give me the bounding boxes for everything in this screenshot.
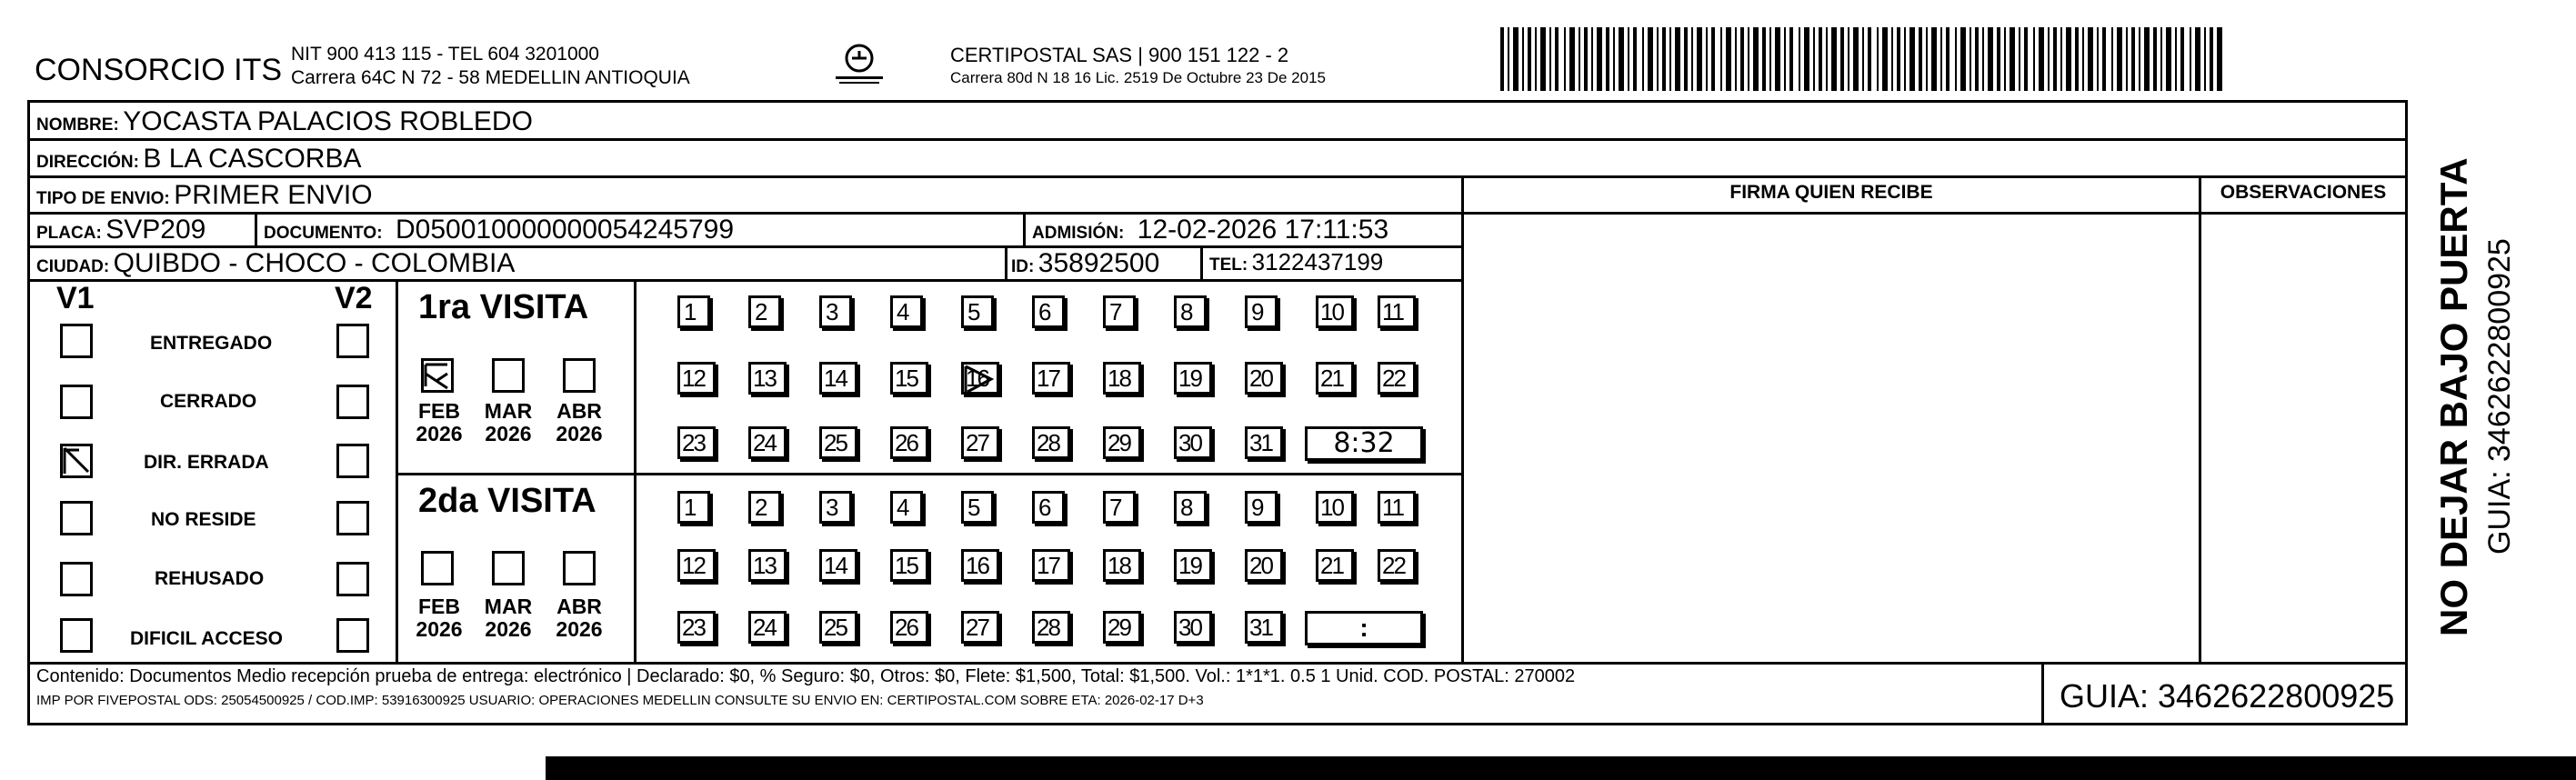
first-visit-day-23[interactable]: 23	[677, 426, 716, 459]
status-dir-errada: DIR. ERRADA	[144, 452, 269, 473]
month-name: MAR	[484, 595, 533, 618]
visit-divider	[396, 473, 1464, 475]
second-visit-day-9[interactable]: 9	[1245, 491, 1278, 524]
company-name: CONSORCIO ITS	[35, 53, 283, 87]
tipo-value: PRIMER ENVIO	[174, 180, 373, 210]
nombre-label: NOMBRE:	[36, 115, 119, 135]
first-visit-day-14[interactable]: 14	[819, 362, 857, 395]
scan-edge	[546, 756, 2576, 780]
v1-dir-errada-checkbox[interactable]	[60, 444, 93, 478]
observaciones-header: OBSERVACIONES	[2220, 182, 2387, 203]
status-cerrado: CERRADO	[160, 391, 257, 412]
time-box-first[interactable]: 8:32	[1305, 426, 1423, 461]
ciudad-value: QUIBDO - CHOCO - COLOMBIA	[113, 248, 516, 278]
id-label: ID:	[1011, 257, 1035, 276]
check-mark-icon	[63, 446, 90, 475]
second-visit-day-20[interactable]: 20	[1245, 549, 1283, 582]
first-visit-day-29[interactable]: 29	[1103, 426, 1141, 459]
footer-line1: Contenido: Documentos Medio recepción prueba de entrega: electrónico | Declarado: $0, % Seguro: $0, Otros: $0, Flete: $1,500, Total: $1,500. Vol.: 1*1*1. 0.5 1 Unid. COD. POSTAL: 270002	[36, 666, 1576, 686]
company-line2: Carrera 64C N 72 - 58 MEDELLIN ANTIOQUIA	[291, 67, 690, 88]
second-visit-day-26[interactable]: 26	[890, 611, 928, 644]
second-visit-day-25[interactable]: 25	[819, 611, 857, 644]
footer-divider	[2041, 662, 2044, 725]
second-visit-day-3[interactable]: 3	[819, 491, 852, 524]
obs-col-left	[2199, 175, 2201, 662]
second-visit-day-23[interactable]: 23	[677, 611, 716, 644]
month-year: 2026	[485, 617, 532, 641]
first-visit-day-30[interactable]: 30	[1174, 426, 1212, 459]
v2-dir-errada-checkbox[interactable]	[336, 444, 369, 478]
second-visit-day-7[interactable]: 7	[1103, 491, 1136, 524]
direccion-value: B LA CASCORBA	[143, 144, 362, 174]
documento-value: D050010000000054245799	[396, 215, 735, 245]
month-abr-checkbox-v1[interactable]	[563, 358, 596, 393]
second-visit-day-13[interactable]: 13	[748, 549, 787, 582]
first-visit-day-24[interactable]: 24	[748, 426, 787, 459]
carrier-line2: Carrera 80d N 18 16 Lic. 2519 De Octubre 23 De 2015	[950, 69, 1326, 86]
v1-cerrado-checkbox[interactable]	[60, 385, 93, 419]
certipostal-logo	[832, 40, 887, 91]
month-year: 2026	[485, 422, 532, 445]
placa-cell	[36, 215, 205, 245]
v2-entregado-checkbox[interactable]	[336, 324, 369, 358]
first-visit-day-12[interactable]: 12	[677, 362, 716, 395]
month-name: FEB	[418, 399, 460, 423]
firma-header: FIRMA QUIEN RECIBE	[1729, 182, 1933, 203]
first-visit-day-13[interactable]: 13	[748, 362, 787, 395]
ciudad-cell	[36, 248, 515, 279]
second-visit-day-15[interactable]: 15	[890, 549, 928, 582]
second-visit-day-22[interactable]: 22	[1378, 549, 1416, 582]
side-guia-area	[2482, 100, 2528, 555]
second-visit-day-29[interactable]: 29	[1103, 611, 1141, 644]
status-no-reside: NO RESIDE	[151, 509, 256, 530]
month-mar-checkbox-v2[interactable]	[492, 551, 525, 585]
second-visit-day-24[interactable]: 24	[748, 611, 787, 644]
first-visit-day-26[interactable]: 26	[890, 426, 928, 459]
cell-divider	[1200, 245, 1203, 279]
month-feb-v1	[414, 400, 465, 445]
time-box-second[interactable]: :	[1305, 611, 1423, 645]
second-visit-title: 2da VISITA	[418, 482, 596, 520]
barcode	[1500, 27, 2223, 91]
second-visit-day-8[interactable]: 8	[1174, 491, 1207, 524]
month-abr-checkbox-v2[interactable]	[563, 551, 596, 585]
second-visit-day-16[interactable]: 16	[961, 549, 999, 582]
first-visit-day-8[interactable]: 8	[1174, 295, 1207, 328]
month-feb-v2	[414, 595, 465, 641]
cell-divider	[1005, 245, 1007, 279]
month-name: ABR	[556, 595, 602, 618]
tel-label: TEL:	[1209, 255, 1248, 275]
first-visit-day-20[interactable]: 20	[1245, 362, 1283, 395]
row-divider	[27, 138, 2408, 141]
first-visit-day-1[interactable]: 1	[677, 295, 710, 328]
month-name: ABR	[556, 399, 602, 423]
v1-dificil-acceso-checkbox[interactable]	[60, 618, 93, 653]
first-visit-day-10[interactable]: 10	[1316, 295, 1354, 328]
first-visit-day-4[interactable]: 4	[890, 295, 923, 328]
first-visit-day-15[interactable]: 15	[890, 362, 928, 395]
id-value: 35892500	[1037, 248, 1160, 278]
admision-cell	[1032, 215, 1388, 245]
first-visit-day-9[interactable]: 9	[1245, 295, 1278, 328]
first-visit-day-19[interactable]: 19	[1174, 362, 1212, 395]
first-visit-day-2[interactable]: 2	[748, 295, 781, 328]
admision-value: 12-02-2026 17:11:53	[1137, 215, 1389, 245]
month-abr-v2	[554, 595, 605, 641]
side-warning: NO DEJAR BAJO PUERTA	[2432, 157, 2475, 636]
v2-rehusado-checkbox[interactable]	[336, 562, 369, 596]
month-mar-checkbox-v1[interactable]	[492, 358, 525, 393]
side-text-area	[2432, 100, 2487, 636]
v1-no-reside-checkbox[interactable]	[60, 501, 93, 535]
second-visit-day-4[interactable]: 4	[890, 491, 923, 524]
first-visit-day-16[interactable]: 16	[961, 362, 999, 395]
month-year: 2026	[556, 617, 603, 641]
v1-rehusado-checkbox[interactable]	[60, 562, 93, 596]
status-dificil-acceso: DIFICIL ACCESO	[130, 628, 284, 649]
second-visit-day-21[interactable]: 21	[1316, 549, 1354, 582]
nombre-value: YOCASTA PALACIOS ROBLEDO	[123, 106, 533, 136]
documento-cell	[264, 215, 734, 245]
first-visit-title: 1ra VISITA	[418, 288, 589, 326]
status-rehusado: REHUSADO	[155, 568, 265, 589]
second-visit-day-12[interactable]: 12	[677, 549, 716, 582]
company-line1: NIT 900 413 115 - TEL 604 3201000	[291, 44, 599, 65]
first-visit-day-3[interactable]: 3	[819, 295, 852, 328]
first-visit-day-27[interactable]: 27	[961, 426, 999, 459]
documento-label: DOCUMENTO:	[264, 224, 383, 243]
month-mar-v1	[483, 400, 534, 445]
v2-cerrado-checkbox[interactable]	[336, 385, 369, 419]
first-visit-day-25[interactable]: 25	[819, 426, 857, 459]
month-name: FEB	[418, 595, 460, 618]
tel-value: 3122437199	[1251, 248, 1384, 275]
placa-label: PLACA:	[36, 224, 102, 243]
tipo-label: TIPO DE ENVIO:	[36, 189, 170, 208]
first-visit-day-22[interactable]: 22	[1378, 362, 1416, 395]
first-visit-day-31[interactable]: 31	[1245, 426, 1283, 459]
cell-divider	[1023, 212, 1026, 245]
carrier-line1: CERTIPOSTAL SAS | 900 151 122 - 2	[950, 44, 1289, 66]
second-visit-day-6[interactable]: 6	[1032, 491, 1065, 524]
v2-no-reside-checkbox[interactable]	[336, 501, 369, 535]
tipo-row	[36, 180, 373, 211]
v1-label: V1	[56, 281, 95, 315]
status-entregado: ENTREGADO	[150, 333, 273, 354]
admision-label: ADMISIÓN:	[1032, 224, 1125, 243]
first-visit-day-6[interactable]: 6	[1032, 295, 1065, 328]
id-cell	[1011, 248, 1159, 279]
first-visit-day-11[interactable]: 11	[1378, 295, 1416, 328]
second-visit-day-5[interactable]: 5	[961, 491, 994, 524]
second-visit-day-19[interactable]: 19	[1174, 549, 1212, 582]
v1-entregado-checkbox[interactable]	[60, 324, 93, 358]
second-visit-day-27[interactable]: 27	[961, 611, 999, 644]
month-year: 2026	[416, 617, 463, 641]
tel-cell	[1209, 248, 1383, 276]
second-visit-day-17[interactable]: 17	[1032, 549, 1070, 582]
nombre-row	[36, 106, 533, 137]
second-visit-day-28[interactable]: 28	[1032, 611, 1070, 644]
month-mar-v2	[483, 595, 534, 641]
cell-divider	[255, 212, 257, 245]
second-visit-day-14[interactable]: 14	[819, 549, 857, 582]
month-feb-checkbox-v1[interactable]	[421, 358, 454, 393]
first-visit-day-18[interactable]: 18	[1103, 362, 1141, 395]
second-visit-day-10[interactable]: 10	[1316, 491, 1354, 524]
first-visit-day-28[interactable]: 28	[1032, 426, 1070, 459]
first-visit-day-7[interactable]: 7	[1103, 295, 1136, 328]
first-visit-day-17[interactable]: 17	[1032, 362, 1070, 395]
check-mark-icon	[964, 365, 997, 397]
row-divider	[27, 279, 1464, 282]
ciudad-label: CIUDAD:	[36, 257, 110, 276]
second-visit-day-11[interactable]: 11	[1378, 491, 1416, 524]
second-visit-day-2[interactable]: 2	[748, 491, 781, 524]
second-visit-day-31[interactable]: 31	[1245, 611, 1283, 644]
firma-col-left	[1461, 175, 1464, 662]
direccion-label: DIRECCIÓN:	[36, 153, 139, 172]
month-abr-v1	[554, 400, 605, 445]
month-year: 2026	[556, 422, 603, 445]
row-divider	[1464, 175, 2408, 178]
footer-line2: IMP POR FIVEPOSTAL ODS: 25054500925 / COD.IMP: 53916300925 USUARIO: OPERACIONES MEDELLIN CONSULTE SU ENVIO EN: CERTIPOSTAL.COM SOBRE ETA: 2026-02-17 D+3	[36, 693, 1204, 708]
second-visit-day-30[interactable]: 30	[1174, 611, 1212, 644]
direccion-row	[36, 144, 362, 175]
visit-col-divider	[634, 279, 636, 662]
side-guia: GUIA: 3462622800925	[2482, 238, 2517, 555]
v2-label: V2	[335, 281, 373, 315]
placa-value: SVP209	[105, 215, 206, 245]
second-visit-day-18[interactable]: 18	[1103, 549, 1141, 582]
footer-guia: GUIA: 3462622800925	[2060, 677, 2395, 715]
first-visit-day-5[interactable]: 5	[961, 295, 994, 328]
footer-divider	[27, 662, 2408, 665]
check-mark-icon	[424, 361, 451, 390]
status-col-divider	[396, 279, 398, 662]
month-name: MAR	[484, 399, 533, 423]
v2-dificil-acceso-checkbox[interactable]	[336, 618, 369, 653]
month-year: 2026	[416, 422, 463, 445]
month-feb-checkbox-v2[interactable]	[421, 551, 454, 585]
first-visit-day-21[interactable]: 21	[1316, 362, 1354, 395]
second-visit-day-1[interactable]: 1	[677, 491, 710, 524]
